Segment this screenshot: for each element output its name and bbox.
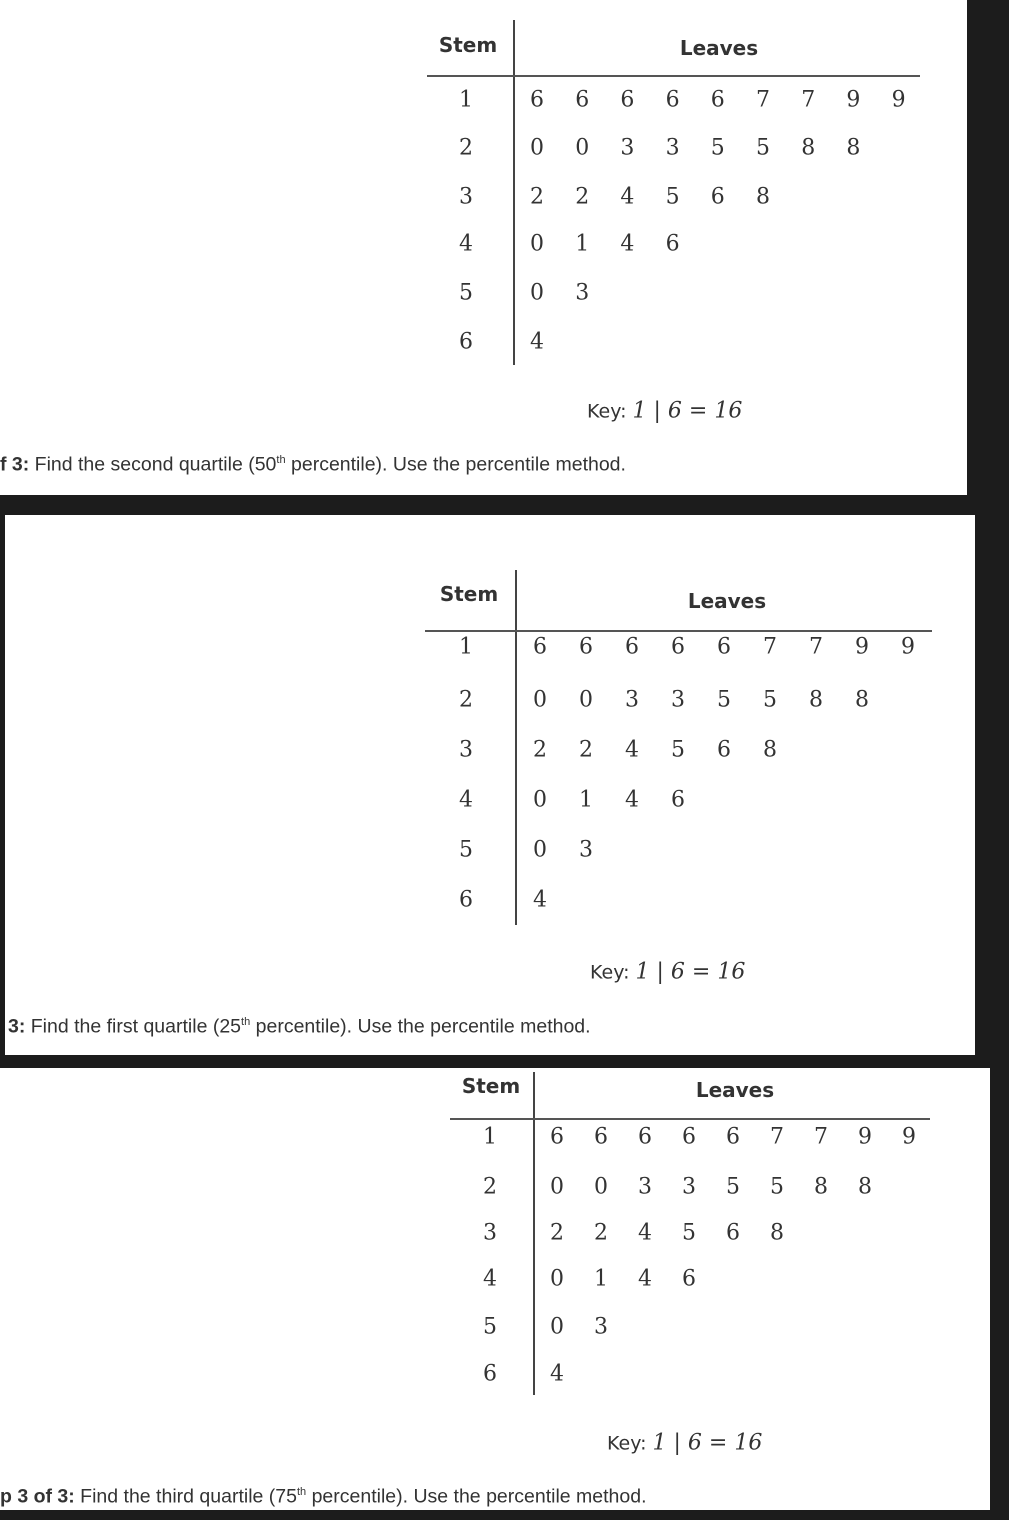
- caption-text: Find the second quartile (50: [29, 453, 277, 476]
- leaf-value: 0: [533, 837, 547, 863]
- caption-step: f 3:: [0, 453, 30, 476]
- key-legend: [587, 399, 742, 424]
- leaf-value: 5: [770, 1174, 784, 1200]
- leaf-value: 2: [550, 1220, 564, 1246]
- caption-text-end: percentile). Use the percentile method.: [285, 453, 626, 476]
- leaf-value: 2: [594, 1220, 608, 1246]
- leaf-value: 0: [530, 135, 544, 161]
- leaf-value: 7: [770, 1124, 784, 1150]
- leaf-value: 8: [801, 135, 816, 161]
- key-value: 1 | 6 = 16: [632, 398, 743, 424]
- leaf-value: 4: [620, 184, 635, 210]
- leaf-value: 3: [620, 135, 635, 161]
- table-divider-vertical: [513, 20, 515, 365]
- leaf-value: 0: [575, 135, 590, 161]
- key-label: Key:: [587, 400, 627, 423]
- leaf-value: 0: [550, 1266, 564, 1292]
- leaf-value: 6: [682, 1124, 696, 1150]
- leaf-value: 6: [575, 87, 590, 113]
- stem-value: 4: [459, 787, 473, 813]
- table-divider-horizontal: [427, 75, 920, 77]
- key-value: 1 | 6 = 16: [652, 1430, 763, 1456]
- leaf-value: 1: [594, 1266, 608, 1292]
- key-legend: [590, 960, 745, 985]
- caption-superscript: th: [241, 1016, 251, 1028]
- leaf-value: 6: [726, 1124, 740, 1150]
- leaf-value: 6: [579, 634, 593, 660]
- leaf-value: 0: [530, 231, 544, 257]
- leaf-value: 9: [846, 87, 861, 113]
- leaf-value: 4: [625, 737, 639, 763]
- table-divider-horizontal: [425, 630, 932, 632]
- caption-superscript: th: [276, 454, 286, 466]
- leaf-value: 8: [855, 687, 869, 713]
- leaf-value: 7: [801, 87, 816, 113]
- leaf-value: 8: [763, 737, 777, 763]
- leaf-value: 9: [901, 634, 915, 660]
- leaf-value: 0: [533, 787, 547, 813]
- caption-text-end: percentile). Use the percentile method.: [306, 1485, 647, 1508]
- leaf-value: 8: [770, 1220, 784, 1246]
- leaf-value: 9: [891, 87, 906, 113]
- leaf-value: 9: [902, 1124, 916, 1150]
- key-label: Key:: [607, 1432, 647, 1455]
- question-caption: [0, 1486, 647, 1509]
- leaf-value: 6: [671, 787, 685, 813]
- leaf-value: 3: [625, 687, 639, 713]
- leaves-header: Leaves: [679, 36, 759, 60]
- leaf-value: 1: [579, 787, 593, 813]
- leaf-value: 2: [575, 184, 590, 210]
- leaves-header: Leaves: [687, 589, 767, 613]
- leaf-value: 9: [858, 1124, 872, 1150]
- leaf-value: 6: [530, 87, 544, 113]
- leaf-value: 7: [814, 1124, 828, 1150]
- caption-text: Find the third quartile (75: [74, 1485, 297, 1508]
- leaf-value: 3: [671, 687, 685, 713]
- leaf-value: 6: [710, 87, 725, 113]
- stem-value: 1: [483, 1124, 497, 1150]
- stem-value: 2: [459, 687, 473, 713]
- stem-value: 4: [459, 231, 473, 257]
- table-divider-vertical: [533, 1072, 535, 1395]
- leaf-value: 8: [756, 184, 770, 210]
- leaf-value: 6: [717, 737, 731, 763]
- leaf-value: 6: [671, 634, 685, 660]
- leaf-value: 5: [717, 687, 731, 713]
- leaf-value: 3: [682, 1174, 696, 1200]
- stem-value: 6: [459, 329, 473, 355]
- key-label: Key:: [590, 961, 630, 984]
- leaves-header: Leaves: [695, 1078, 775, 1102]
- caption-step: 3:: [8, 1015, 26, 1038]
- leaf-value: 8: [858, 1174, 872, 1200]
- question-panel-1: [0, 0, 967, 495]
- leaf-value: 7: [756, 87, 770, 113]
- leaf-value: 0: [579, 687, 593, 713]
- question-panel-3: [0, 1068, 990, 1510]
- leaf-value: 6: [726, 1220, 740, 1246]
- stem-value: 5: [459, 280, 473, 306]
- leaf-value: 6: [594, 1124, 608, 1150]
- leaf-value: 6: [550, 1124, 564, 1150]
- leaf-value: 3: [579, 837, 593, 863]
- caption-text: Find the first quartile (25: [25, 1015, 242, 1038]
- leaf-value: 3: [638, 1174, 652, 1200]
- stem-value: 2: [459, 135, 473, 161]
- stem-value: 6: [459, 887, 473, 913]
- stem-value: 6: [483, 1361, 497, 1387]
- leaf-value: 8: [814, 1174, 828, 1200]
- stem-value: 5: [483, 1314, 497, 1340]
- leaf-value: 0: [530, 280, 544, 306]
- leaf-value: 8: [846, 135, 861, 161]
- stem-value: 5: [459, 837, 473, 863]
- question-panel-2: [5, 515, 975, 1055]
- caption-superscript: th: [296, 1486, 307, 1498]
- leaf-value: 2: [530, 184, 544, 210]
- caption-step: p 3 of 3:: [0, 1485, 75, 1508]
- stem-value: 3: [459, 737, 473, 763]
- key-legend: [607, 1431, 762, 1456]
- leaf-value: 5: [756, 135, 770, 161]
- leaf-value: 6: [682, 1266, 696, 1292]
- stem-value: 4: [483, 1266, 497, 1292]
- leaf-value: 3: [665, 135, 680, 161]
- leaf-value: 6: [638, 1124, 652, 1150]
- stem-header: Stem: [438, 33, 498, 57]
- leaf-value: 9: [855, 634, 869, 660]
- leaf-value: 4: [625, 787, 639, 813]
- leaf-value: 6: [625, 634, 639, 660]
- leaf-value: 5: [710, 135, 725, 161]
- stem-value: 2: [483, 1174, 497, 1200]
- leaf-value: 7: [763, 634, 777, 660]
- leaf-value: 3: [594, 1314, 608, 1340]
- leaf-value: 3: [575, 280, 590, 306]
- stem-header: Stem: [439, 582, 499, 606]
- stem-value: 1: [459, 634, 473, 660]
- leaf-value: 6: [665, 87, 680, 113]
- table-divider-vertical: [515, 570, 517, 925]
- leaf-value: 1: [575, 231, 590, 257]
- leaf-value: 4: [533, 887, 547, 913]
- leaf-value: 5: [726, 1174, 740, 1200]
- leaf-value: 5: [665, 184, 680, 210]
- stem-value: 3: [459, 184, 473, 210]
- leaf-value: 6: [620, 87, 635, 113]
- leaf-value: 0: [533, 687, 547, 713]
- leaf-value: 4: [550, 1361, 564, 1387]
- leaf-value: 2: [579, 737, 593, 763]
- leaf-value: 8: [809, 687, 823, 713]
- question-caption: [8, 1016, 591, 1039]
- question-caption: [0, 454, 626, 477]
- table-divider-horizontal: [450, 1118, 930, 1120]
- leaf-value: 6: [533, 634, 547, 660]
- leaf-value: 0: [594, 1174, 608, 1200]
- leaf-value: 5: [682, 1220, 696, 1246]
- leaf-value: 0: [550, 1314, 564, 1340]
- leaf-value: 2: [533, 737, 547, 763]
- leaf-value: 4: [638, 1220, 652, 1246]
- leaf-value: 4: [638, 1266, 652, 1292]
- leaf-value: 4: [620, 231, 635, 257]
- leaf-value: 0: [550, 1174, 564, 1200]
- key-value: 1 | 6 = 16: [635, 959, 746, 985]
- stem-header: Stem: [461, 1074, 521, 1098]
- stem-value: 3: [483, 1220, 497, 1246]
- leaf-value: 5: [671, 737, 685, 763]
- leaf-value: 6: [665, 231, 680, 257]
- leaf-value: 6: [717, 634, 731, 660]
- leaf-value: 6: [710, 184, 725, 210]
- caption-text-end: percentile). Use the percentile method.: [250, 1015, 591, 1038]
- leaf-value: 5: [763, 687, 777, 713]
- leaf-value: 7: [809, 634, 823, 660]
- leaf-value: 4: [530, 329, 544, 355]
- stem-value: 1: [459, 87, 473, 113]
